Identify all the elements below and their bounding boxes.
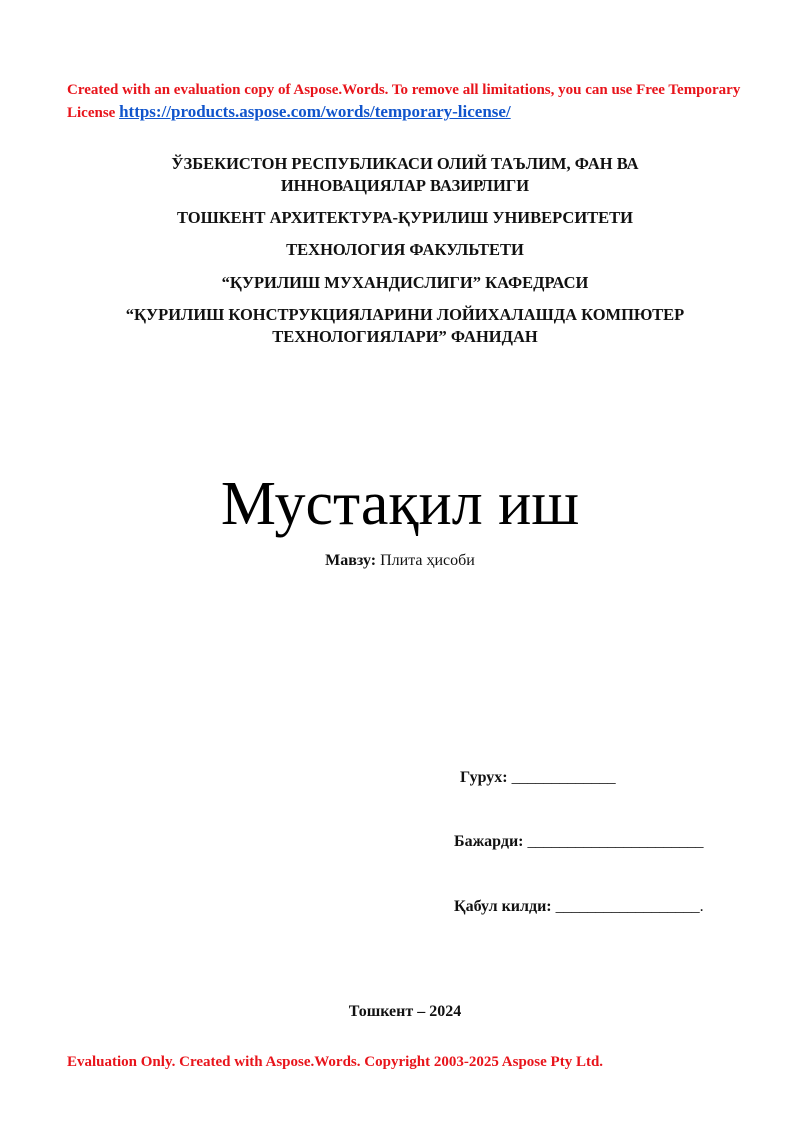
topic-value: Плита ҳисоби bbox=[376, 552, 475, 569]
evaluation-header-notice bbox=[67, 80, 747, 124]
accepted-by-blank: __________________. bbox=[551, 898, 704, 915]
city-year: Тошкент – 2024 bbox=[348, 1003, 462, 1020]
university-heading: ТОШКЕНТ АРХИТЕКТУРА-ҚУРИЛИШ УНИВЕРСИТЕТИ bbox=[176, 208, 634, 227]
subject-line-2: ТЕХНОЛОГИЯЛАРИ” ФАНИДАН bbox=[272, 327, 538, 346]
performed-by-label: Бажарди: bbox=[454, 833, 524, 850]
performed-by-blank: ______________________ bbox=[523, 833, 704, 850]
faculty-heading: ТЕХНОЛОГИЯ ФАКУЛЬТЕТИ bbox=[286, 240, 524, 259]
temporary-license-link[interactable]: https://products.aspose.com/words/temporary-license/ bbox=[119, 102, 511, 121]
group-blank: _____________ bbox=[507, 769, 616, 786]
ministry-line-2: ИННОВАЦИЯЛАР ВАЗИРЛИГИ bbox=[280, 176, 530, 195]
group-field bbox=[444, 745, 616, 811]
topic-label: Мавзу: bbox=[325, 552, 377, 569]
ministry-heading bbox=[60, 153, 750, 197]
ministry-line-1: ЎЗБЕКИСТОН РЕСПУБЛИКАСИ ОЛИЙ ТАЪЛИМ, ФАН ВА bbox=[171, 154, 639, 173]
subject-heading bbox=[60, 304, 750, 348]
topic-line bbox=[0, 550, 800, 572]
performed-by-field bbox=[438, 809, 704, 875]
accepted-by-field bbox=[438, 874, 704, 940]
evaluation-footer-notice: Evaluation Only. Created with Aspose.Words. Copyright 2003-2025 Aspose Pty Ltd. bbox=[67, 1054, 604, 1070]
document-title: Мустақил иш bbox=[220, 470, 580, 538]
department-heading: “ҚУРИЛИШ МУХАНДИСЛИГИ” КАФЕДРАСИ bbox=[221, 273, 589, 292]
evaluation-header-text: Created with an evaluation copy of Aspose.Words. To remove all limitations, you can use Free Temporary License bbox=[67, 82, 741, 121]
accepted-by-label: Қабул килди: bbox=[454, 898, 552, 915]
subject-line-1: “ҚУРИЛИШ КОНСТРУКЦИЯЛАРИНИ ЛОЙИХАЛАШДА КОМПЮТЕР bbox=[125, 305, 685, 324]
group-label: Гурух: bbox=[460, 769, 508, 786]
